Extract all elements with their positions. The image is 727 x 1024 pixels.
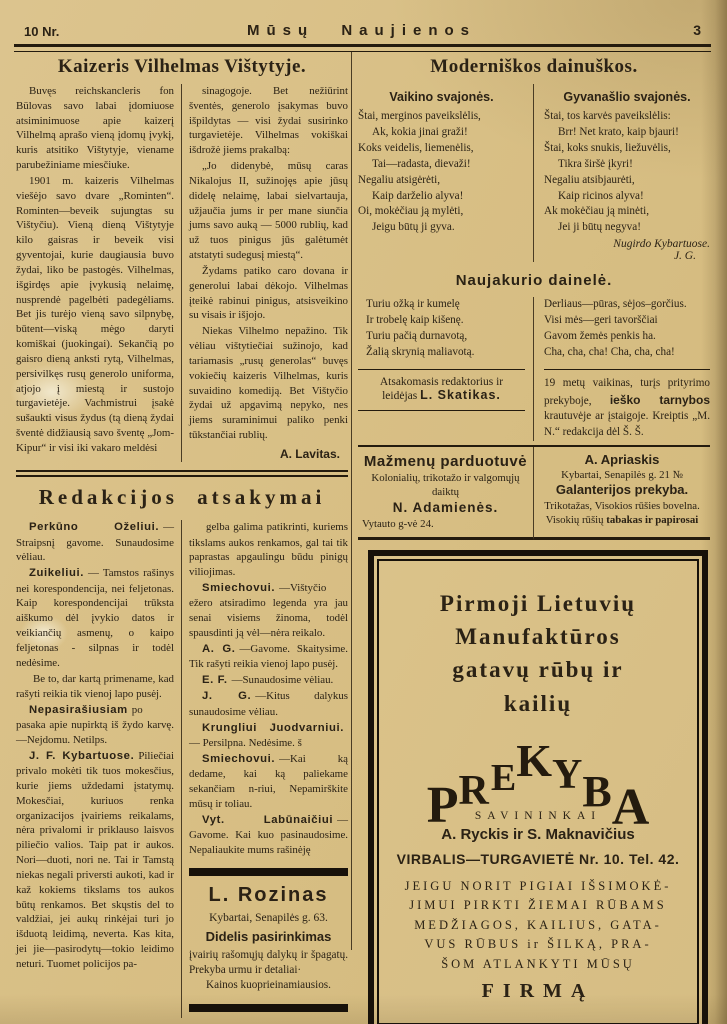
redakcijos-column-1: [16, 520, 182, 1017]
paragraph: „Jo didenybė, mūsų caras Nikalojus II, sužinojęs apie jūsų didelę nelaimę, labai sielvartauja, užjaučia jums ir per mane siunčia jums savo auką — 5000 rublių, kad už tuos pinigus jūs galėtumėt atstatyti sudegusį miestą“.: [189, 160, 348, 262]
answer-text: — Straipsnį gavome. Sunaudosime vėliau.: [16, 521, 174, 564]
ad-prekyba-heading-line: gatavų rūbų ir: [452, 657, 624, 683]
small-ads-row: [358, 445, 710, 540]
left-half: [16, 52, 348, 1018]
answer-addressee: J. G.: [202, 690, 252, 703]
poem-line: Gavom žemės penkis ha.: [544, 330, 656, 343]
poem-line: Koks veidelis, liemenėlis,: [358, 141, 474, 154]
poem-line: Ir trobelę kaip kišenę.: [366, 314, 464, 327]
editor-rule-top: [358, 369, 525, 370]
answer-addressee: Smiechovui.: [202, 582, 276, 595]
poem-vaikino-title: Vaikino svajonės.: [389, 90, 494, 104]
ad-prekyba-owners-label: SAVININKAI: [474, 810, 602, 823]
poem-line: Kaip darželio alyva!: [372, 189, 464, 202]
ad-apriaskis-line1: Trikotažas, Visokios rūšies bovelna.: [544, 500, 700, 513]
editorial-answer: [189, 642, 348, 672]
issue-number: 10 Nr.: [24, 24, 60, 39]
ad-prekyba-heading-line: kailių: [503, 690, 573, 716]
header-rule: [14, 44, 711, 52]
poem-naujakurio-left: [358, 297, 525, 361]
editor-rule-bottom: [358, 410, 525, 411]
kaizeris-column-1: [16, 84, 182, 462]
poem-gyvanaslio-block: [534, 84, 710, 262]
ad-rozinas-address: Kybartai, Senapilės g. 63.: [209, 911, 328, 924]
page-number: 3: [693, 22, 701, 38]
poem-line: Cha, cha, cha! Cha, cha, cha!: [544, 345, 675, 358]
answer-text: —Kai ką dedame, kai ką paliekame sekančiam n-riui, Nepamirškite mūsų ir toliau.: [189, 752, 348, 810]
poem-line: Brr! Net krato, kaip bjauri!: [558, 125, 679, 138]
right-half: [358, 52, 710, 1024]
editorial-answer: [16, 520, 174, 565]
answer-text: Piliečiai privalo mokėti tik tuos mokesčius, kurie jiems uždedami įstatymų. Mokesčiai, kuriuos renka organizacijos įvairiems reikalams, nėra privalomi ir priklauso laisvos piliečio valios. Taip pat ir aukos. Nori—duoti, nori ne. Tai ir Tamstą niekas negali priversti aukoti, kad ir kaž kokiems tikslams tos aukos būtų renkamos. Bet skųstis del to valdžiai, jei aukų rinkėjai turi jo išduotą leidimą, neverta. Kas kita, jei jie—pasirodytų—tokio leidimo neturi. Tuomet policijos pa-: [16, 749, 174, 970]
poem-vaikino: [358, 109, 525, 236]
brand-letter: P: [426, 777, 459, 835]
answer-text: —Gavome. Skaitysime. Tik rašyti reikia vienoj lapo pusėj.: [189, 642, 348, 671]
ad-prekyba-body-line: JEIGU NORIT PIGIAI IŠSIMOKĖ-: [404, 879, 672, 894]
answer-addressee: A. G.: [202, 642, 236, 655]
editorial-answer: [16, 672, 174, 702]
poem-line: Turiu ožką ir kumelę: [366, 298, 460, 311]
editorial-answer: [189, 721, 348, 751]
poem-line: Štai, tos karvės paveikslėlis:: [544, 110, 671, 122]
poem-gyvanaslio-title: Gyvanašlio svajonės.: [563, 90, 691, 104]
poem-line: Žalią skrynią maliavotą.: [366, 345, 475, 358]
center-column-divider: [351, 52, 352, 950]
ad-rozinas-slogan: Didelis pasirinkimas: [205, 929, 332, 945]
poem-gyvanaslio: [544, 109, 710, 236]
editorial-answer: [189, 813, 348, 858]
paragraph: Buvęs reichskancleris fon Bülovas savo labai įdomiuose atsiminimuose apie kaizerį Vilhelmą aprašo vieną įdomų įvykį, kuris atsitiko Vištytyje, viename parubežiniame miesčiuke.: [16, 85, 174, 172]
black-separator-bar-bottom: [189, 1004, 348, 1012]
ad-prekyba-heading: [387, 587, 689, 720]
poem-line: Derliaus—pūras, sėjos–gorčius.: [544, 298, 687, 311]
classified-ad: [544, 376, 710, 441]
answer-text: —Gavome. Kai kuo pasinaudosime. Nepaliaukite mums rašinėję: [189, 813, 348, 856]
answer-text: Be to, dar kartą primename, kad rašyti reikia tik vienoj lapo pusėj.: [16, 672, 174, 700]
brand-letter: Y: [551, 752, 583, 799]
article-title-dainuskos: Moderniškos dainuškos.: [430, 56, 638, 77]
answer-text: — Persilpna. Nedėsime. š: [189, 736, 302, 749]
editorial-answer: [16, 749, 174, 972]
poem-initials: J. G.: [673, 250, 696, 263]
redakcijos-column-2: [182, 520, 348, 1017]
ad-apriaskis-line2-bold: tabakas ir papirosai: [606, 514, 699, 527]
kaizeris-column-2-text: [189, 84, 348, 443]
ad-prekyba-firma: FIRMĄ: [481, 979, 595, 1002]
answer-addressee: J. F. Kybartuose.: [29, 749, 135, 762]
answer-addressee: Krungliui Juodvarniui.: [202, 721, 344, 734]
editorial-answer: [189, 520, 348, 580]
redakcijos-columns: [16, 520, 348, 1017]
ad-apriaskis-name: A. Apriaskis: [584, 451, 660, 467]
poem-line: Jei ji būtų negyva!: [558, 221, 641, 234]
article-signature: A. Lavitas.: [279, 446, 340, 461]
answer-text: —Kitus dalykus sunaudosime vėliau.: [189, 690, 348, 718]
paragraph: 1901 m. kaizeris Vilhelmas viešėjo savo dvare „Rominten“. Rominten—beveik sujungtas su Vištyčiu). Vieną dieną Vištytyje kilo gaisras ir beveik visi gyventojai, kurie daugiausia buvo žydai, liko be pastogės. Vilhelmas, išgirdęs apie įvykusią nelaimę, nusprendė pagelbėti padegėliams. Bet jis turėjo vieną savo silpnybę, būtent—viską mėgo daryti komiškai (juokingai). Sekančią po gaisro dieną anksti rytą, Vilhelmas, persivilkęs rusų generolo uniforma, atjojo į miestą ir sustojo turgavietėje. Vachmistrui įsakė sušaukti visus žydus (tą dieną žydai šventė didžiausią savo šventę „Jom-Kipur“ ir visi iki vakaro meldėsi: [16, 174, 174, 454]
editorial-answer: [189, 673, 348, 688]
ad-rozinas-text: įvairių rašomųjų dalykų ir špagatų. Prekyba urmu ir detaliai·: [189, 949, 348, 977]
answer-addressee: Zuikeliui.: [29, 567, 84, 580]
answer-addressee: Perkūno Oželiui.: [29, 521, 160, 534]
article-title-kaizeris: Kaizeris Vilhelmas Vištytyje.: [57, 56, 307, 77]
brand-letter: K: [516, 735, 552, 787]
paragraph: sinagogoje. Bet nežiūrint šventės, generolo įsakymas buvo išpildytas — visi žydai susirinko turgavietėje. Vilhelmas vokiškai išdrožė jiems prakalbą:: [189, 85, 348, 157]
editorial-answer: [189, 689, 348, 719]
brand-letter: B: [582, 767, 612, 817]
masthead-title: Mūsų Naujienos: [246, 22, 476, 39]
ad-rozinas: [189, 882, 348, 994]
poem-line: Negaliu atsigėrėti,: [358, 173, 441, 186]
ad-prekyba-brand: [387, 735, 689, 838]
poem-line: Visi mės—geri tavorščiai: [544, 314, 658, 327]
brand-letter: A: [611, 779, 650, 837]
poems-row: [358, 84, 710, 262]
classified-text-post: krautuvėje ar įstaigoje. Kreiptis „M. N.“ redakcija dėl Š. Š.: [544, 410, 710, 438]
poem-naujakurio-right: [544, 297, 710, 361]
poem-line: Ak, kokia jinai graži!: [372, 125, 468, 138]
editorial-answer: [16, 703, 174, 748]
ad-apriaskis-subtitle: Galanterijos prekyba.: [555, 482, 689, 498]
answer-text: —Vištyčio ežero atsiradimo legenda yra jau senai visiems žinoma, todėl spausdinti ją vėl—nėra reikalo.: [189, 582, 348, 640]
section-divider-rule: [16, 470, 348, 477]
ad-prekyba-body-line: JIMUI PIRKTI ŽIEMAI RŪBAMS: [409, 898, 667, 913]
poem-line: Štai, koks snukis, liežuvėlis,: [544, 141, 671, 154]
kaizeris-columns: [16, 84, 348, 462]
naujakurio-row: [358, 297, 710, 440]
ad-prekyba-body-line: MEDŽIAGOS, KAILIUS, GATA-: [414, 917, 662, 932]
ad-mazmenu-title: Mažmenų parduotuvė: [363, 452, 528, 470]
paragraph: Niekas Vilhelmo nepažino. Tik vėliau vištytiečiai sužinojo, kad tariamasis „rusų generolas“ buvęs vokiečių kaizeris Vilhelmas, kuris suvaidino komediją. Bet Vištyčio žydai už apgavimą nepyko, nes jiems suraminimui paliko penki tūkstančiai rublių.: [189, 325, 348, 442]
answer-addressee: Smiechovui.: [202, 752, 276, 765]
ad-prekyba-heading-line: Manufaktūros: [455, 624, 621, 650]
editorial-answer: [16, 566, 174, 670]
brand-letter: R: [458, 768, 491, 815]
poem-line: Turiu pačią durnavotą,: [366, 330, 468, 343]
poem-naujakurio-title: Naujakurio dainelė.: [455, 272, 613, 290]
ad-prekyba-owners: A. Ryckis ir S. Maknavičius: [441, 826, 635, 844]
poem-line: Tikra širšė įkyri!: [558, 157, 633, 170]
poem-attribution: Nugirdo Kybartuose.: [613, 238, 710, 251]
ad-apriaskis-address: Kybartai, Senapilės g. 21 №: [561, 469, 683, 482]
editor-line1: Atsakomasis redaktorius ir: [379, 375, 504, 388]
editorial-answer: [189, 581, 348, 641]
ad-apriaskis: [534, 447, 710, 540]
classified-text-bold: ieško tarnybos: [609, 392, 710, 407]
page-header: [16, 22, 707, 42]
ad-mazmenu-line: Kolonialių, trikotažo ir valgomųjų daiktų: [371, 472, 520, 499]
ad-prekyba-body-line: ŠOM ATLANKYTI MŪSŲ: [441, 956, 635, 971]
poem-line: Jeigu būtų ji gyva.: [372, 221, 455, 234]
answer-addressee: Vyt. Labūnaičiui: [202, 813, 334, 826]
ad-rozinas-name: L. Rozinas: [208, 883, 329, 906]
naujakurio-right-block: [534, 297, 710, 440]
ad-prekyba-frame: [368, 550, 708, 1024]
ad-rozinas-prices: Kainos kuoprieinamiausios.: [206, 979, 331, 992]
editor-line2: leidėjas: [382, 389, 418, 402]
ad-prekyba: [377, 559, 699, 1024]
ad-mazmenu-name: N. Adamienės.: [392, 500, 499, 516]
ad-prekyba-address: VIRBALIS—TURGAVIETĖ Nr. 10. Tel. 42.: [396, 851, 680, 868]
black-separator-bar-top: [189, 868, 348, 876]
answer-addressee: Nepasirašiusiam: [29, 703, 128, 716]
answer-text: —Sunaudosime vėliau.: [231, 674, 334, 687]
section-title-redakcijos: Redakcijos atsakymai: [38, 485, 326, 510]
editor-name: L. Skatikas.: [420, 387, 501, 402]
poem-line: Negaliu atsibjaurėti,: [544, 173, 635, 186]
ad-mazmenu-address: Vytauto g-vė 24.: [362, 517, 434, 530]
answer-text: po pasaka apie nupirktą iš žydo karvę.—Nejdomu. Netilps.: [16, 703, 174, 746]
classified-rule: [544, 369, 710, 370]
brand-letter: E: [490, 757, 517, 800]
poem-line: Tai—radasta, dievaži!: [372, 157, 471, 170]
poem-vaikino-block: [358, 84, 534, 262]
answer-addressee: E. F.: [202, 674, 228, 687]
ad-mazmenu: [358, 447, 534, 540]
poem-line: Oi, mokėčiau ją mylėti,: [358, 205, 464, 218]
poem-line: Ak mokėčiau ją minėti,: [544, 205, 650, 218]
answer-text: — Tamstos rašinys nei korespondencija, nei feljetonas. Kaip korespondencijai trūksta aiškumo dėl įvykio datos ir veikiančių asmenų, o kaipo feljetonas - silpnas ir todėl nedėsime.: [16, 567, 174, 669]
poem-line: Kaip ricinos alyva!: [558, 189, 644, 202]
ad-apriaskis-line2-pre: Visokių rūšių: [545, 514, 604, 527]
poem-line: Štai, merginos paveikslėlis,: [358, 110, 481, 122]
ad-prekyba-heading-line: Pirmoji Lietuvių: [439, 590, 637, 616]
ad-prekyba-body-line: VUS RŪBUS ir ŠILKĄ, PRA-: [424, 937, 652, 952]
naujakurio-left-block: [358, 297, 534, 440]
answer-text: gelba galima patikrinti, kuriems tikslams aukos renkamos, gal tai tik paprastas apgaulingu būdu pinigų viliojimas.: [189, 521, 348, 579]
redakcijos-column-2-answers: [189, 520, 348, 857]
kaizeris-column-2: [182, 84, 348, 462]
editor-note: [358, 376, 525, 402]
paragraph: Žydams patiko caro dovana ir generolui labai dėkojo. Vilhelmas įteikė rabinui pinigus, atsisveikino su visais ir išjojo.: [189, 264, 348, 322]
classified-text-pre: 19 metų vaikinas, turįs prityrimo prekyboje,: [544, 376, 710, 407]
ad-prekyba-body: [387, 877, 689, 974]
ad-apriaskis-line2: [538, 513, 706, 527]
editorial-answer: [189, 752, 348, 812]
